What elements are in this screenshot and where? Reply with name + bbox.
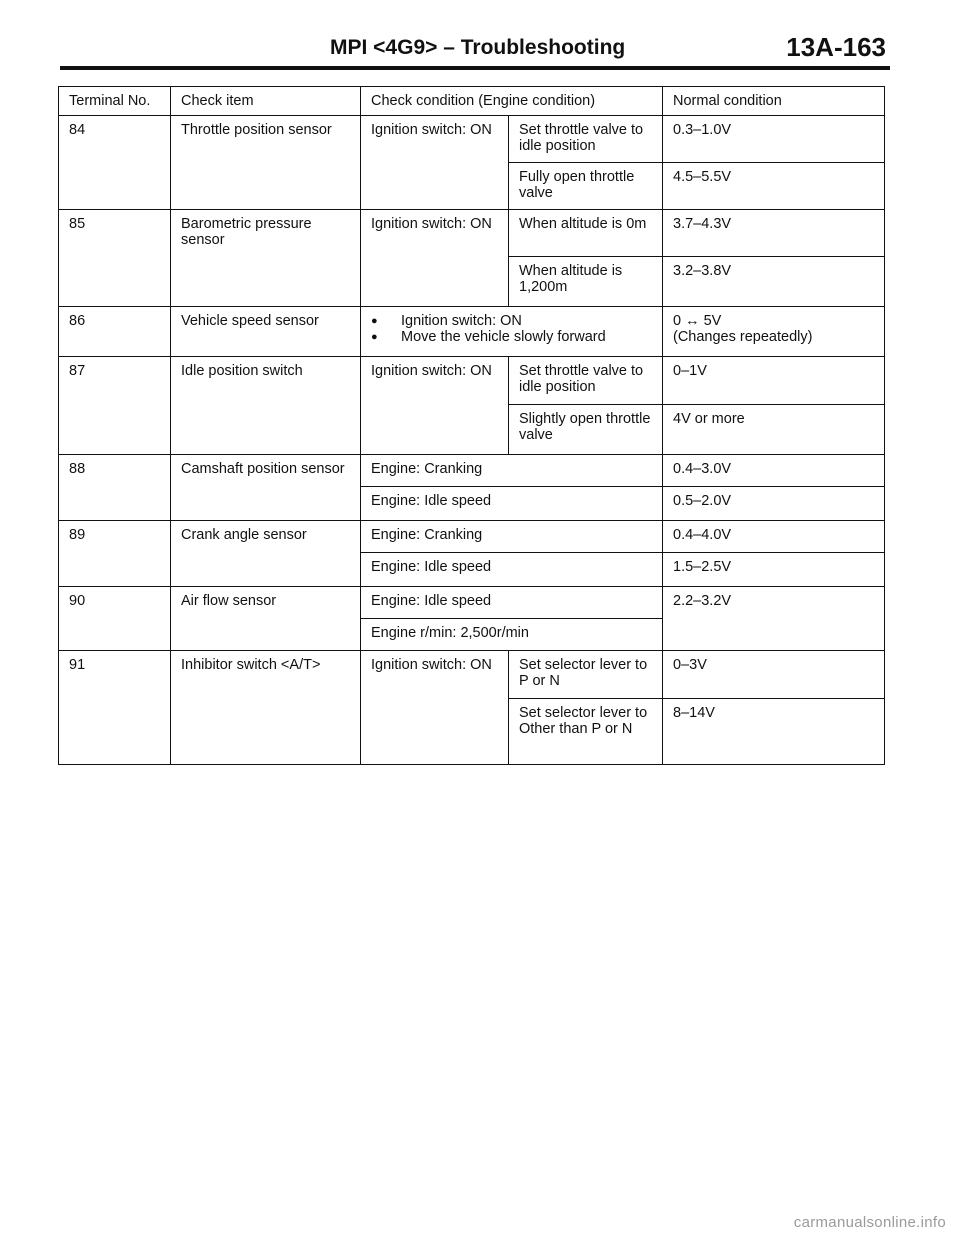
normal-condition-cell: 1.5–2.5V bbox=[663, 553, 885, 587]
table-row bbox=[59, 651, 885, 699]
condition-cell bbox=[361, 307, 663, 357]
table-row bbox=[59, 307, 885, 357]
terminal-cell: 90 bbox=[59, 587, 171, 651]
normal-condition-cell: 8–14V bbox=[663, 699, 885, 765]
condition-cell: Engine: Idle speed bbox=[361, 487, 663, 521]
header-terminal-no: Terminal No. bbox=[59, 87, 171, 116]
terminal-cell: 88 bbox=[59, 455, 171, 521]
normal-note: (Changes repeatedly) bbox=[673, 329, 813, 345]
sub-condition-cell: Set selector lever to Other than P or N bbox=[509, 699, 663, 765]
table-row bbox=[59, 455, 885, 487]
terminal-cell: 91 bbox=[59, 651, 171, 765]
sub-condition-cell: Set selector lever to P or N bbox=[509, 651, 663, 699]
check-item-cell: Camshaft position sensor bbox=[171, 455, 361, 521]
header-check-condition: Check condition (Engine condition) bbox=[361, 87, 663, 116]
sub-condition-cell: Set throttle valve to idle position bbox=[509, 116, 663, 163]
terminal-cell: 84 bbox=[59, 116, 171, 210]
check-item-cell: Barometric pressure sensor bbox=[171, 210, 361, 307]
check-item-cell: Vehicle speed sensor bbox=[171, 307, 361, 357]
header-rule bbox=[60, 66, 890, 70]
condition-cell: Engine: Idle speed bbox=[361, 587, 663, 619]
condition-cell: Engine: Idle speed bbox=[361, 553, 663, 587]
condition-cell: Ignition switch: ON bbox=[361, 651, 509, 765]
condition-bullets bbox=[371, 313, 654, 345]
condition-cell: Engine: Cranking bbox=[361, 521, 663, 553]
normal-condition-cell: 4V or more bbox=[663, 405, 885, 455]
condition-cell: Ignition switch: ON bbox=[361, 116, 509, 210]
table-row bbox=[59, 210, 885, 257]
normal-condition-cell: 0.4–4.0V bbox=[663, 521, 885, 553]
normal-condition-cell: 4.5–5.5V bbox=[663, 163, 885, 210]
table-row bbox=[59, 587, 885, 619]
normal-condition-cell: 0.5–2.0V bbox=[663, 487, 885, 521]
condition-cell: Engine: Cranking bbox=[361, 455, 663, 487]
normal-value: 0 ↔ 5V bbox=[673, 313, 722, 329]
sub-condition-cell: Fully open throttle valve bbox=[509, 163, 663, 210]
table-row bbox=[59, 357, 885, 405]
normal-condition-cell: 2.2–3.2V bbox=[663, 587, 885, 651]
normal-condition-cell: 3.2–3.8V bbox=[663, 257, 885, 307]
normal-condition-cell: 0–3V bbox=[663, 651, 885, 699]
normal-condition-cell: 3.7–4.3V bbox=[663, 210, 885, 257]
check-item-cell: Crank angle sensor bbox=[171, 521, 361, 587]
condition-cell: Ignition switch: ON bbox=[361, 210, 509, 307]
page-number: 13A-163 bbox=[786, 32, 886, 62]
normal-condition-cell: 0.3–1.0V bbox=[663, 116, 885, 163]
table-header-row bbox=[59, 87, 885, 116]
check-item-cell: Air flow sensor bbox=[171, 587, 361, 651]
watermark-text: carmanualsonline.info bbox=[793, 1214, 946, 1231]
terminal-cell: 87 bbox=[59, 357, 171, 455]
page-header bbox=[60, 30, 890, 70]
sub-condition-cell: Slightly open throttle valve bbox=[509, 405, 663, 455]
terminal-cell: 86 bbox=[59, 307, 171, 357]
header-check-item: Check item bbox=[171, 87, 361, 116]
sub-condition-cell: When altitude is 1,200m bbox=[509, 257, 663, 307]
terminal-voltage-table bbox=[58, 86, 885, 765]
table-row bbox=[59, 521, 885, 553]
table-row bbox=[59, 116, 885, 163]
page-title: MPI <4G9> – Troubleshooting bbox=[330, 36, 626, 59]
sub-condition-cell: Set throttle valve to idle position bbox=[509, 357, 663, 405]
check-item-cell: Inhibitor switch <A/T> bbox=[171, 651, 361, 765]
bullet-item: ● Ignition switch: ON bbox=[371, 313, 654, 329]
bullet-item: ● Move the vehicle slowly forward bbox=[371, 329, 654, 345]
normal-condition-cell: 0–1V bbox=[663, 357, 885, 405]
normal-condition-cell bbox=[663, 307, 885, 357]
normal-condition-cell: 0.4–3.0V bbox=[663, 455, 885, 487]
sub-condition-cell: When altitude is 0m bbox=[509, 210, 663, 257]
condition-cell: Ignition switch: ON bbox=[361, 357, 509, 455]
check-item-cell: Idle position switch bbox=[171, 357, 361, 455]
condition-cell: Engine r/min: 2,500r/min bbox=[361, 619, 663, 651]
terminal-cell: 85 bbox=[59, 210, 171, 307]
terminal-cell: 89 bbox=[59, 521, 171, 587]
header-normal-condition: Normal condition bbox=[663, 87, 885, 116]
check-item-cell: Throttle position sensor bbox=[171, 116, 361, 210]
